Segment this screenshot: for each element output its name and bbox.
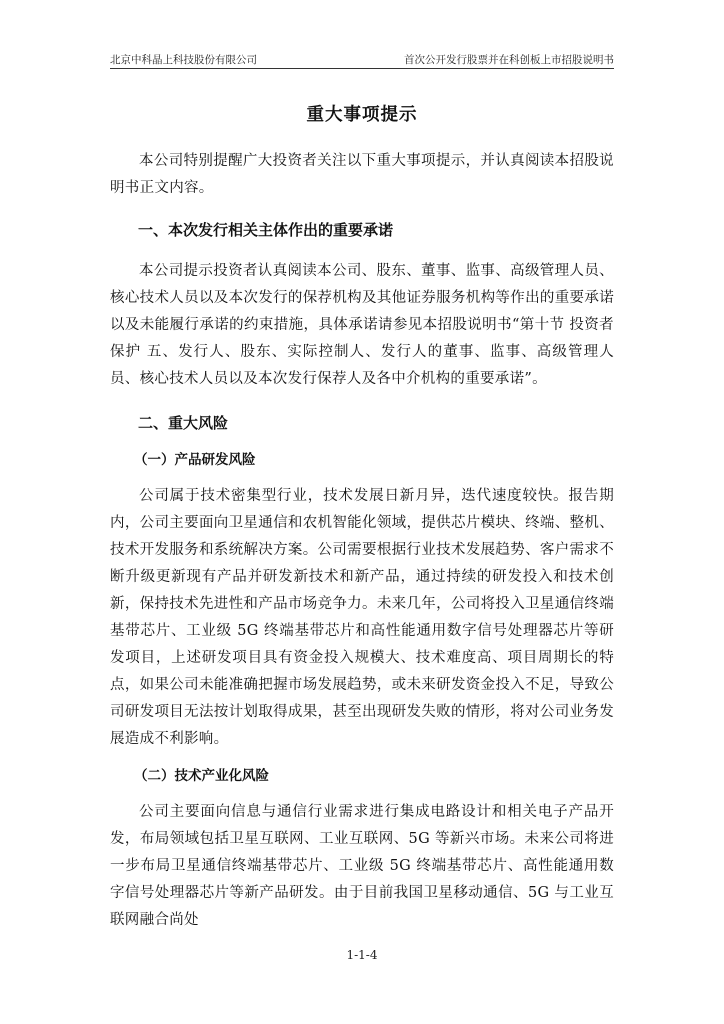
subsection-2-paragraph: 公司主要面向信息与通信行业需求进行集成电路设计和相关电子产品开发，布局领域包括卫星互联网、工业互联网、5G 等新兴市场。未来公司将进一步布局卫星通信终端基带芯片、工业级 5G 终端基带芯片、高性能通用数字信号处理器芯片等新产品研发。由于目前我国卫星移动通信、5G 与工业互联网融合尚处 bbox=[110, 804, 614, 928]
header-company-name: 北京中科晶上科技股份有限公司 bbox=[110, 54, 257, 66]
section-1-paragraph: 本公司提示投资者认真阅读本公司、股东、董事、监事、高级管理人员、核心技术人员以及本次发行的保荐机构及其他证券服务机构等作出的重要承诺以及未能履行承诺的约束措施，具体承诺请参见本招股说明书“第十节 投资者保护 五、发行人、股东、实际控制人、发行人的董事、监事、高级管理人员、核心技术人员以及本次发行保荐人及各中介机构的重要承诺”。 bbox=[110, 263, 614, 387]
header-document-title: 首次公开发行股票并在科创板上市招股说明书 bbox=[404, 54, 614, 66]
section-1-heading: 一、本次发行相关主体作出的重要承诺 bbox=[138, 221, 394, 239]
intro-paragraph: 本公司特别提醒广大投资者关注以下重大事项提示，并认真阅读本招股说明书正文内容。 bbox=[110, 153, 614, 196]
subsection-1-heading: （一）产品研发风险 bbox=[134, 452, 256, 468]
subsection-2-heading: （二）技术产业化风险 bbox=[134, 768, 269, 784]
page-content bbox=[110, 100, 614, 934]
section-2-heading: 二、重大风险 bbox=[138, 414, 229, 432]
page-title: 重大事项提示 bbox=[306, 105, 418, 125]
page-number: 1-1-4 bbox=[346, 948, 378, 962]
subsection-1-paragraph: 公司属于技术密集型行业，技术发展日新月异，迭代速度较快。报告期内，公司主要面向卫星通信和农机智能化领域，提供芯片模块、终端、整机、技术开发服务和系统解决方案。公司需要根据行业技术发展趋势、客户需求不断升级更新现有产品并研发新技术和新产品，通过持续的研发投入和技术创新，保持技术先进性和产品市场竞争力。未来几年，公司将投入卫星通信终端基带芯片、工业级 5G 终端基带芯片和高性能通用数字信号处理器芯片等研发项目，上述研发项目具有资金投入规模大、技术难度高、项目周期长的特点，如果公司未能准确把握市场发展趋势，或未来研发资金投入不足，导致公司研发项目无法按计划取得成果，甚至出现研发失败的情形，将对公司业务发展造成不利影响。 bbox=[110, 488, 614, 747]
page-header bbox=[110, 50, 614, 69]
